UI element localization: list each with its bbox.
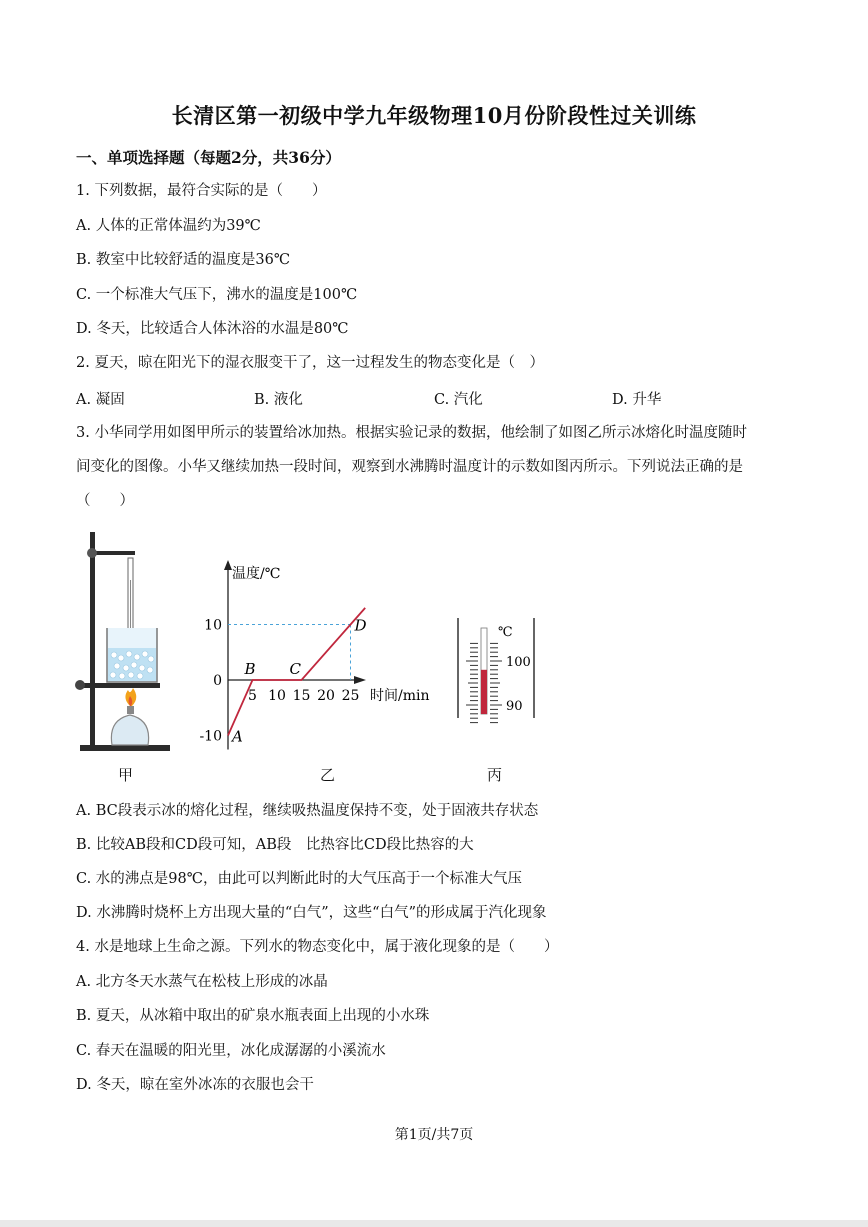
thermometer-scale-label: 90 [506, 699, 523, 714]
y-tick-label: 0 [213, 673, 222, 689]
q3-option-d: D. 水沸腾时烧杯上方出现大量的“白气”，这些“白气”的形成属于汽化现象 [76, 905, 547, 921]
q1-option-d: D. 冬天，比较适合人体沐浴的水温是80℃ [76, 321, 349, 337]
figure-label-jia: 甲 [118, 766, 134, 784]
q3-option-a: A. BC段表示冰的熔化过程，继续吸热温度保持不变，处于固液共存状态 [76, 803, 539, 819]
q1-option-c: C. 一个标准大气压下，沸水的温度是100℃ [76, 287, 358, 303]
q2-option-a: A. 凝固 [76, 392, 125, 408]
q3-option-b: B. 比较AB段和CD段可知，AB段 比热容比CD段比热容的大 [76, 837, 474, 853]
page-footer: 第1页/共7页 [394, 1127, 474, 1143]
q4-option-c: C. 春天在温暖的阳光里，冰化成潺潺的小溪流水 [76, 1043, 386, 1059]
q4-option-b: B. 夏天，从冰箱中取出的矿泉水瓶表面上出现的小水珠 [76, 1008, 430, 1024]
figure-label-bing: 丙 [487, 766, 503, 784]
y-tick-label: 10 [204, 617, 222, 634]
page-bottom-border [0, 1220, 868, 1227]
q4-option-d: D. 冬天，晾在室外冰冻的衣服也会干 [76, 1077, 314, 1093]
x-tick-label: 25 [341, 688, 360, 704]
q4-option-a: A. 北方冬天水蒸气在松枝上形成的冰晶 [76, 974, 328, 990]
q2-stem: 2. 夏天，晾在阳光下的湿衣服变干了，这一过程发生的物态变化是（ ） [76, 355, 544, 371]
q2-option-c: C. 汽化 [434, 392, 483, 408]
x-axis-label: 时间/min [370, 688, 430, 704]
page-title: 长清区第一初级中学九年级物理10月份阶段性过关训练 [171, 103, 697, 128]
thermometer-liquid [481, 670, 487, 714]
figure-label-yi: 乙 [320, 766, 336, 784]
x-tick-label: 15 [292, 688, 311, 704]
q1-option-a: A. 人体的正常体温约为39℃ [76, 218, 261, 234]
q3-stem-line1: 3. 小华同学用如图甲所示的装置给冰加热。根据实验记录的数据，他绘制了如图乙所示冰熔化时温度随时 [76, 425, 747, 441]
point-label-d: D [354, 616, 367, 635]
q4-stem: 4. 水是地球上生命之源。下列水的物态变化中，属于液化现象的是（ ） [76, 939, 559, 955]
point-label-a: A [232, 727, 243, 746]
x-tick-label: 20 [317, 688, 335, 704]
q3-figures [0, 520, 620, 790]
q3-stem-line3: （ ） [76, 493, 134, 509]
y-tick-label: -10 [199, 728, 222, 745]
temperature-time-chart [199, 560, 429, 750]
q2-option-d: D. 升华 [612, 392, 662, 408]
y-axis-arrow [224, 560, 232, 570]
x-tick-label: 10 [268, 688, 286, 704]
q3-stem-line2: 间变化的图像。小华又继续加热一段时间，观察到水沸腾时温度计的示数如图丙所示。下列说法正确的是 [76, 459, 743, 475]
thermometer-scale-label: 100 [506, 655, 531, 670]
x-axis-arrow [354, 676, 366, 684]
q1-stem: 1. 下列数据，最符合实际的是（ ） [76, 183, 327, 199]
apparatus-figure [75, 532, 170, 751]
q2-option-b: B. 液化 [254, 392, 303, 408]
section-heading: 一、单项选择题（每题2分，共36分） [76, 148, 341, 167]
point-label-b: B [244, 660, 256, 678]
thermometer-unit: ℃ [498, 625, 513, 640]
q3-option-c: C. 水的沸点是98℃，由此可以判断此时的大气压高于一个标准大气压 [76, 871, 522, 887]
q1-option-b: B. 教室中比较舒适的温度是36℃ [76, 252, 291, 268]
thermometer-reading-figure [458, 618, 534, 723]
point-label-c: C [289, 660, 301, 678]
x-tick-label: 5 [248, 688, 257, 704]
y-axis-label: 温度/℃ [232, 566, 281, 582]
